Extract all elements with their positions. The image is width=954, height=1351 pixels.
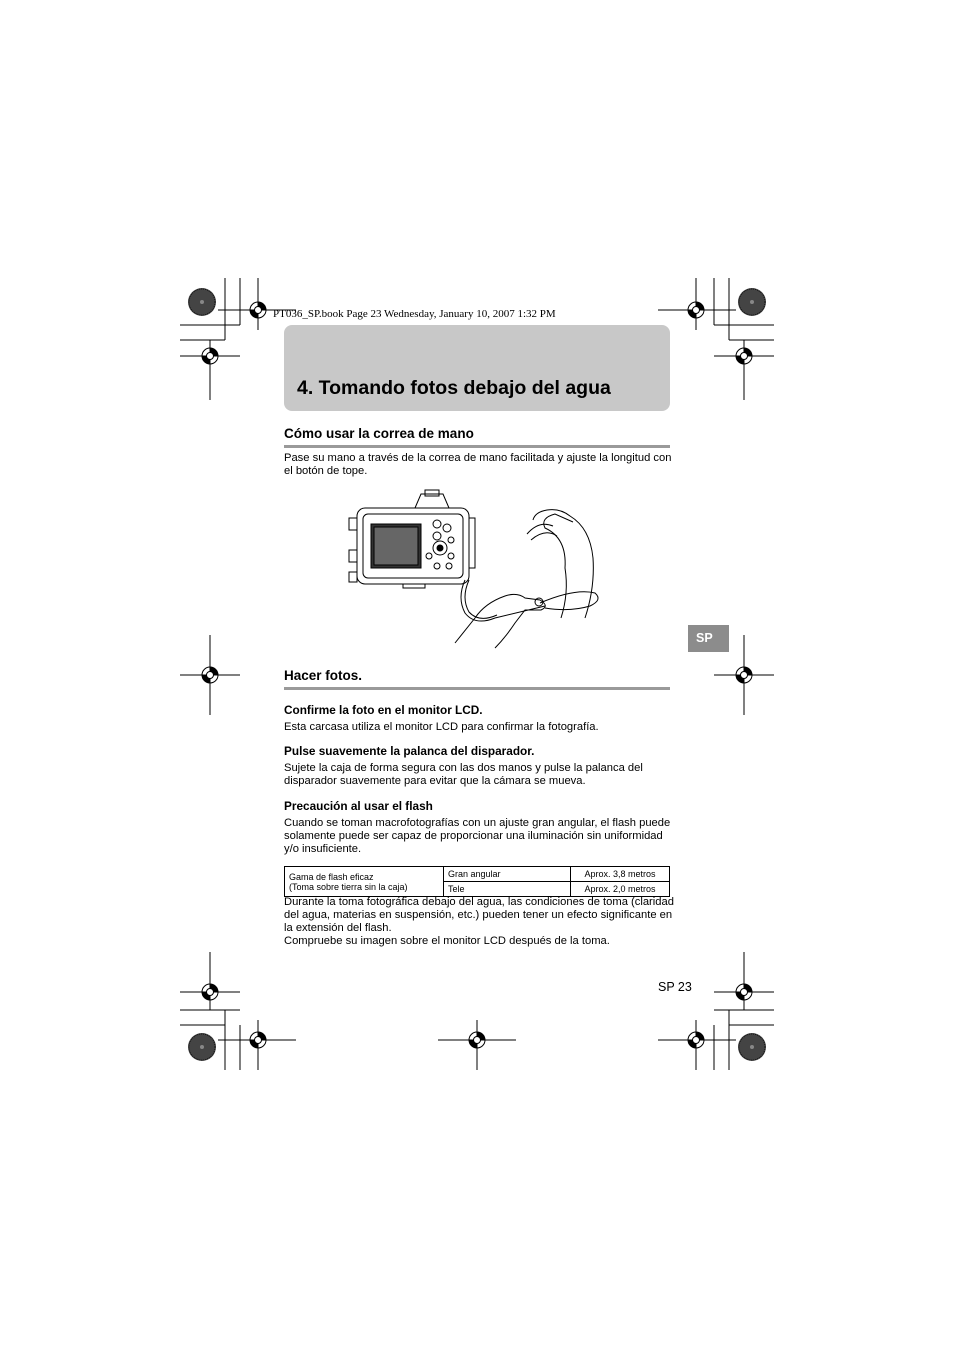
text-check-image: Compruebe su imagen sobre el monitor LCD después de la toma. [284,935,610,947]
subheading-lcd: Confirme la foto en el monitor LCD. [284,703,483,717]
table-cell-label [285,867,444,897]
text-flash: Cuando se toman macrofotografías con un ajuste gran angular, el flash puede solamente puede ser capaz de proporcionar una iluminación sin uniformidad y/o insuficiente. [284,817,671,855]
language-tab[interactable]: SP [688,625,729,652]
table-cell-value: Aprox. 2,0 metros [571,882,670,897]
table-cell-value: Aprox. 3,8 metros [571,867,670,882]
chapter-title-box [284,325,670,411]
table-row [285,867,670,882]
section-rule [284,687,670,690]
text-flash-conditions: Durante la toma fotográfica debajo del agua, las condiciones de toma (claridad del agua, materias en suspensión, etc.) pueden tener un efecto significante en la extensión del flash. [284,896,674,934]
section-rule [284,445,670,448]
table-cell-mode: Tele [444,882,571,897]
section-heading-photos: Hacer fotos. [284,668,363,683]
subheading-shutter: Pulse suavemente la palanca del disparador. [284,744,535,758]
table-cell-mode: Gran angular [444,867,571,882]
text-lcd: Esta carcasa utiliza el monitor LCD para confirmar la fotografía. [284,721,599,733]
text-shutter: Sujete la caja de forma segura con las dos manos y pulse la palanca del disparador suavemente para evitar que la cámara se mueva. [284,762,643,787]
subheading-flash: Precaución al usar el flash [284,799,433,813]
chapter-title: 4. Tomando fotos debajo del agua [297,377,611,399]
page-number: SP 23 [658,980,692,994]
flash-range-condition: (Toma sobre tierra sin la caja) [289,881,408,892]
camera-housing-hand-strap-illustration [345,488,610,653]
flash-range-label: Gama de flash eficaz [289,871,374,882]
strap-instructions: Pase su mano a través de la correa de mano facilitada y ajuste la longitud con el botón de tope. [284,452,672,477]
print-header: PT036_SP.book Page 23 Wednesday, January 10, 2007 1:32 PM [273,308,556,320]
section-heading-strap: Cómo usar la correa de mano [284,426,474,441]
flash-range-table [284,866,670,897]
